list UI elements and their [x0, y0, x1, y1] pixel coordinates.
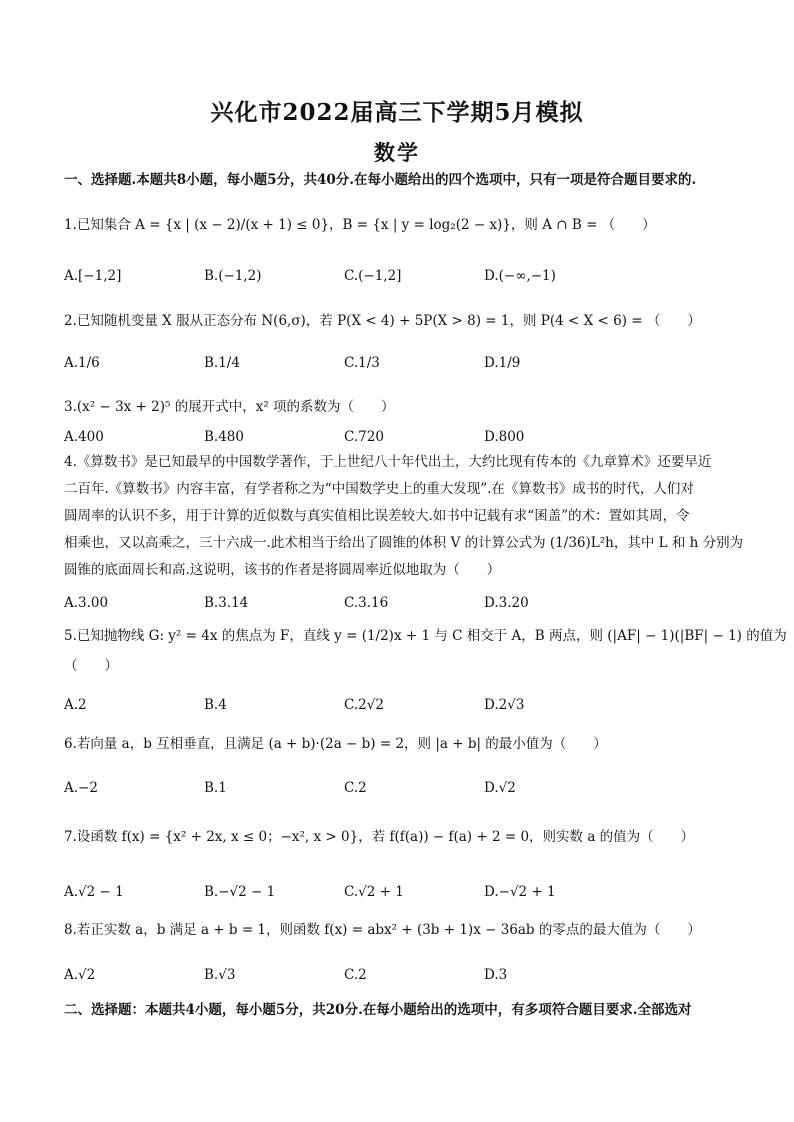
q4-option-b: B.3.14	[204, 595, 249, 611]
q3-option-c: C.720	[344, 429, 384, 445]
q5-option-c: C.2√2	[344, 697, 384, 713]
exam-title: 兴化市2022届高三下学期5月模拟	[210, 99, 584, 126]
question-4-stem	[64, 449, 744, 584]
q2-option-c: C.1/3	[344, 355, 380, 371]
q1-option-d: D.(−∞,−1)	[484, 268, 556, 284]
q4-option-a: A.3.00	[64, 595, 109, 611]
question-7-stem: 7.设函数 f(x) = {x² + 2x, x ≤ 0；−x², x > 0}，若 f(f(a)) − f(a) + 2 = 0，则实数 a 的值为（ ）	[64, 829, 695, 845]
q4-line: 相乘也，又以高乘之，三十六成一.此术相当于给出了圆锥的体积 V 的计算公式为 (1/36)L²h，其中 L 和 h 分别为	[64, 535, 744, 551]
q3-option-d: D.800	[484, 429, 525, 445]
q8-option-d: D.3	[484, 967, 508, 983]
q1-option-a: A.[−1,2]	[64, 268, 122, 284]
q8-option-a: A.√2	[64, 967, 96, 983]
q4-line: 4.《算数书》是已知最早的中国数学著作，于上世纪八十年代出土，大约比现有传本的《九章算术》还要早近	[64, 454, 712, 470]
q6-option-b: B.1	[204, 780, 227, 796]
question-8-stem: 8.若正实数 a，b 满足 a + b = 1，则函数 f(x) = abx² + (3b + 1)x − 36ab 的零点的最大值为（ ）	[64, 922, 701, 938]
q1-option-c: C.(−1,2]	[344, 268, 402, 284]
q7-option-c: C.√2 + 1	[344, 884, 404, 900]
q4-option-c: C.3.16	[344, 595, 389, 611]
q7-option-b: B.−√2 − 1	[204, 884, 276, 900]
q4-line: 二百年.《算数书》内容丰富，有学者称之为“中国数学史上的重大发现”.在《算数书》成书的时代，人们对	[64, 481, 694, 497]
q2-option-b: B.1/4	[204, 355, 240, 371]
q2-option-d: D.1/9	[484, 355, 521, 371]
q6-option-a: A.−2	[64, 780, 98, 796]
q5-option-d: D.2√3	[484, 697, 525, 713]
section-1-heading: 一、选择题.本题共8小题，每小题5分，共40分.在每小题给出的四个选项中，只有一项是符合题目要求的.	[64, 172, 697, 188]
q4-option-d: D.3.20	[484, 595, 529, 611]
section-2-heading: 二、选择题：本题共4小题，每小题5分，共20分.在每小题给出的选项中，有多项符合题目要求.全部选对	[64, 1002, 692, 1018]
question-2-stem: 2.已知随机变量 X 服从正态分布 N(6,σ)，若 P(X < 4) + 5P(X > 8) = 1，则 P(4 < X < 6) = （ ）	[64, 313, 701, 329]
q5-option-a: A.2	[64, 697, 87, 713]
exam-subject: 数学	[374, 140, 420, 165]
q6-option-c: C.2	[344, 780, 367, 796]
question-3-stem: 3.(x² − 3x + 2)⁵ 的展开式中，x² 项的系数为（ ）	[64, 399, 395, 415]
question-6-stem: 6.若向量 a，b 互相垂直，且满足 (a + b)·(2a − b) = 2，则 |a + b| 的最小值为（ ）	[64, 736, 607, 752]
question-1-stem: 1.已知集合 A = {x | (x − 2)/(x + 1) ≤ 0}，B = {x | y = log₂(2 − x)}，则 A ∩ B = （ ）	[64, 217, 656, 233]
q4-line: 圆锥的底面周长和高.这说明，该书的作者是将圆周率近似地取为（ ）	[64, 562, 501, 578]
q8-option-b: B.√3	[204, 967, 236, 983]
q2-option-a: A.1/6	[64, 355, 100, 371]
q7-option-a: A.√2 − 1	[64, 884, 124, 900]
q8-option-c: C.2	[344, 967, 367, 983]
q3-option-b: B.480	[204, 429, 244, 445]
q5-option-b: B.4	[204, 697, 227, 713]
question-5-stem-cont: （ ）	[64, 658, 118, 674]
q1-option-b: B.(−1,2)	[204, 268, 262, 284]
q7-option-d: D.−√2 + 1	[484, 884, 556, 900]
question-5-stem: 5.已知抛物线 G: y² = 4x 的焦点为 F，直线 y = (1/2)x + 1 与 C 相交于 A，B 两点，则 (|AF| − 1)(|BF| − 1) 的值为	[64, 628, 787, 644]
q3-option-a: A.400	[64, 429, 104, 445]
q6-option-d: D.√2	[484, 780, 516, 796]
q4-line: 圆周率的认识不多，用于计算的近似数与真实值相比误差较大.如书中记载有求“囷盖”的术：置如其周，令	[64, 508, 690, 524]
